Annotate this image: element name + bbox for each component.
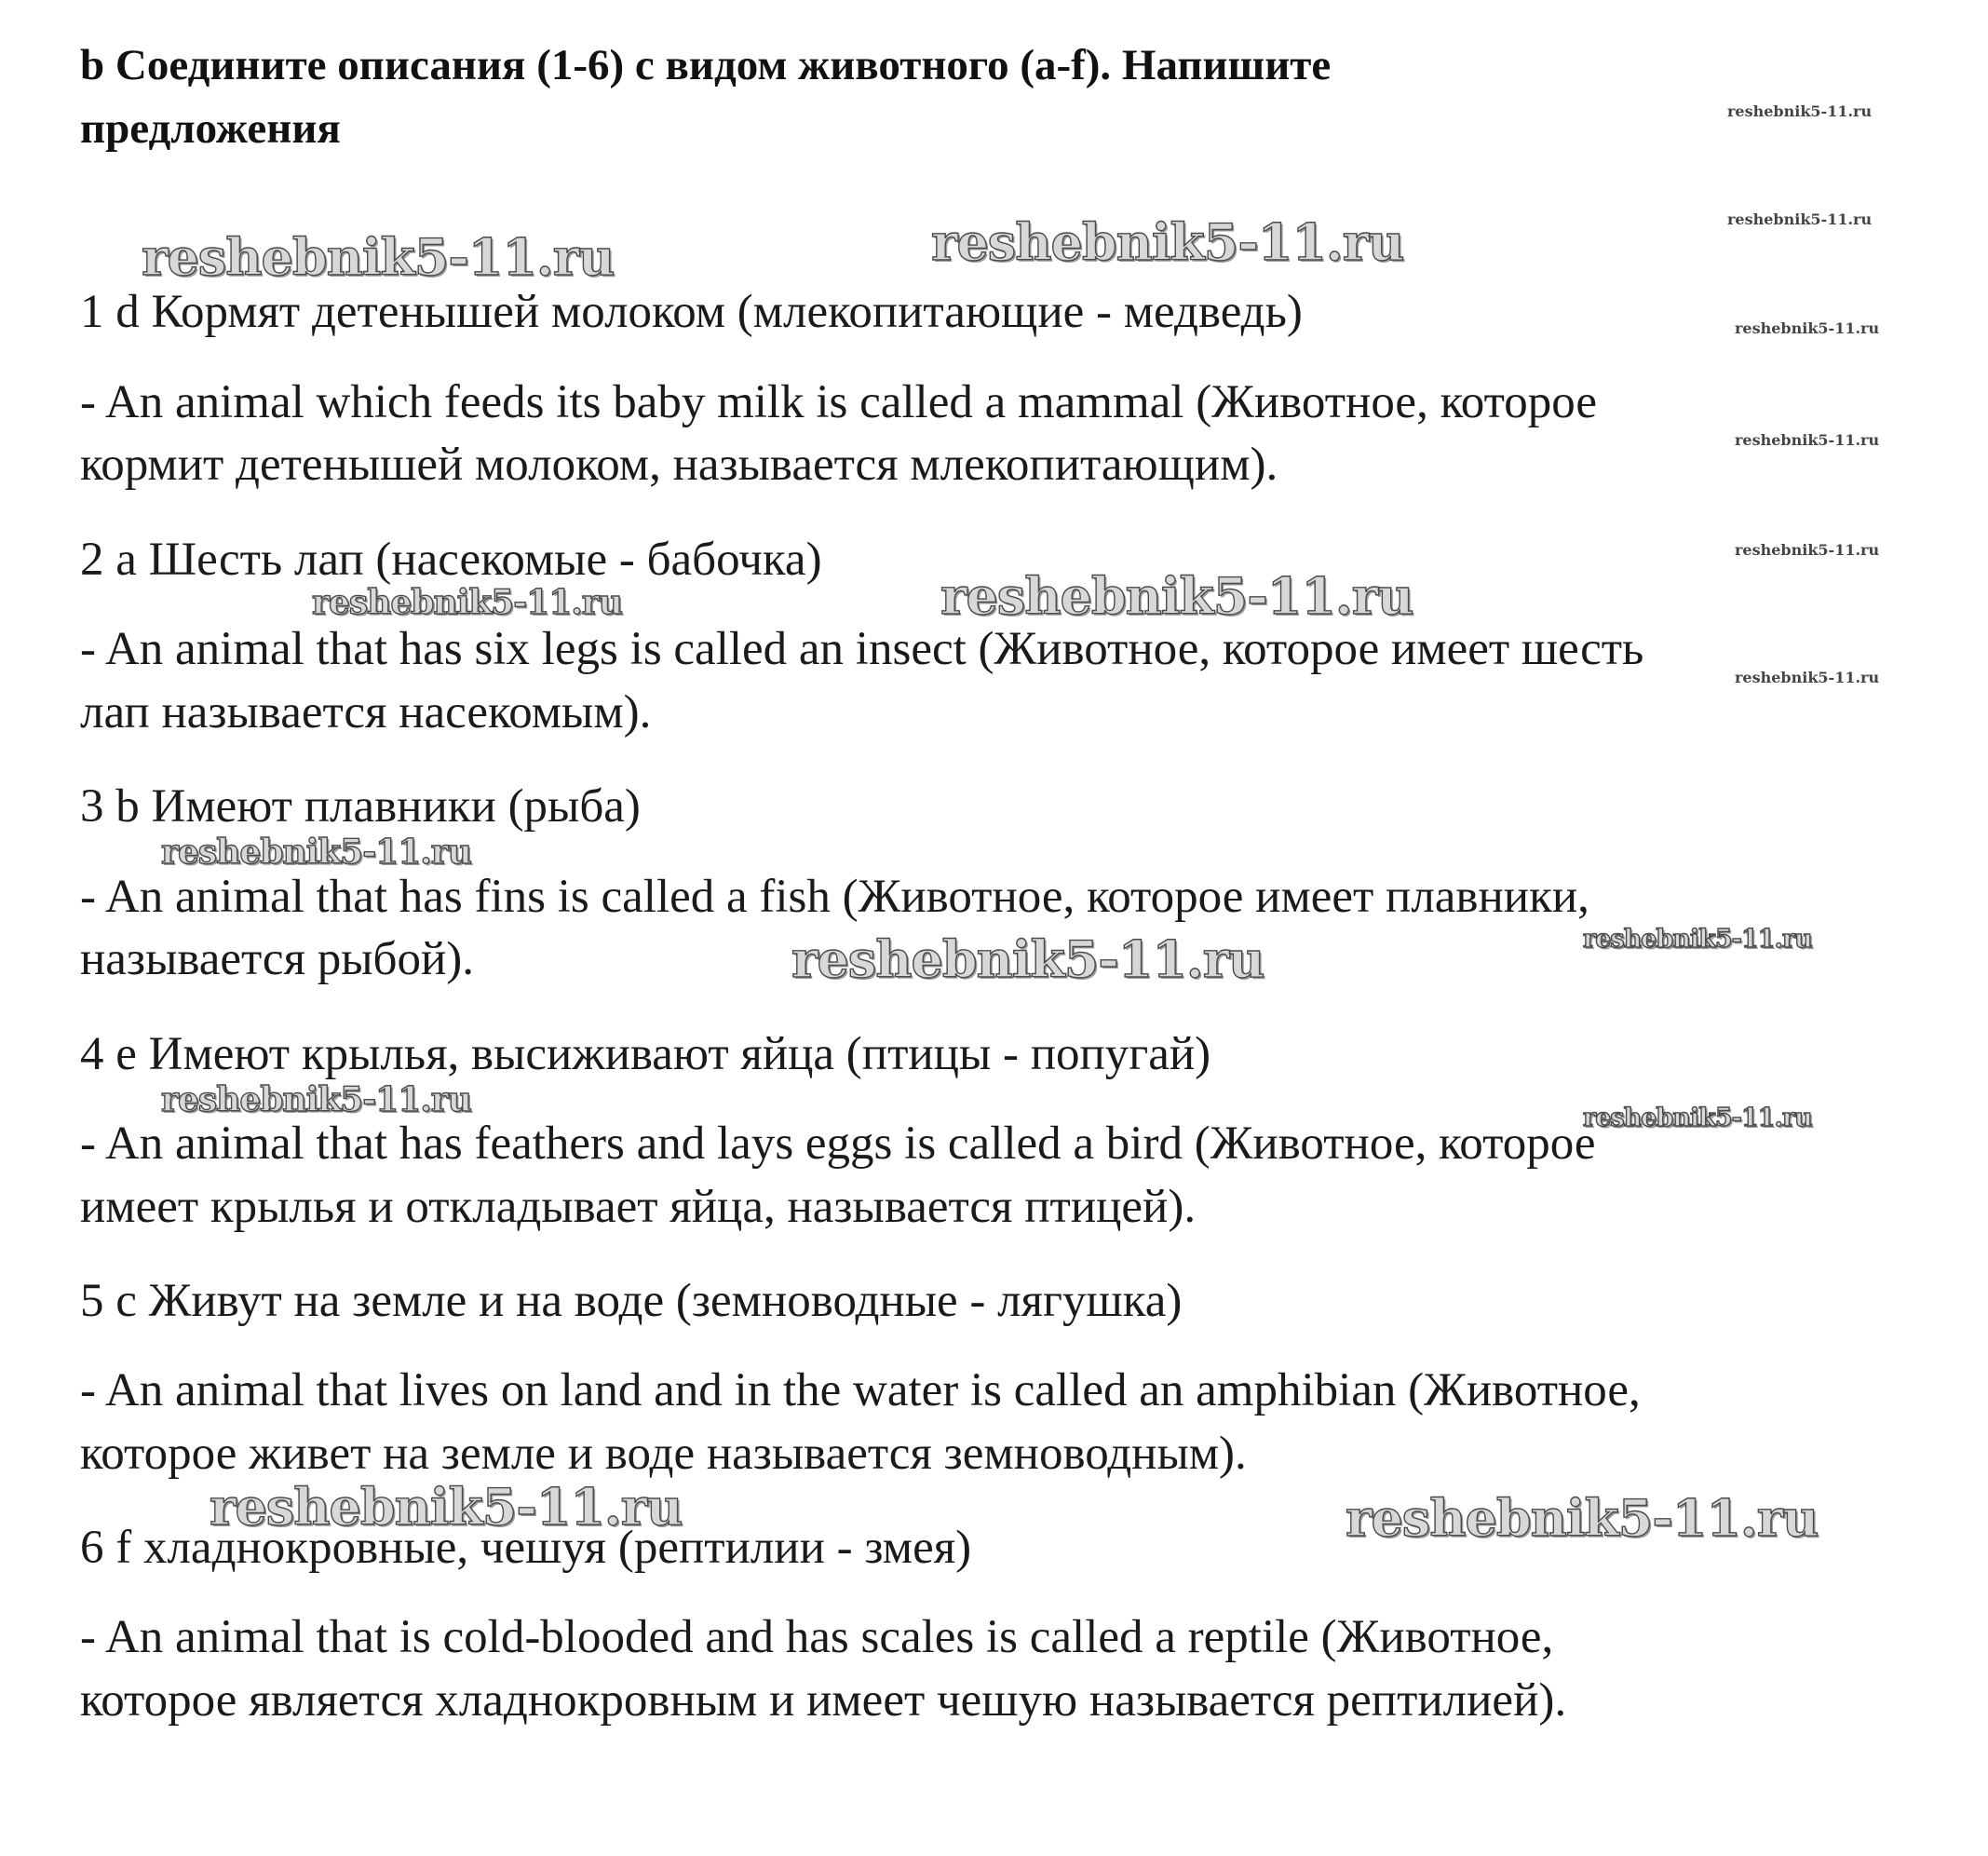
watermark-stamp-small: reshebnik5-11.ru [1735,431,1880,449]
item-2-answer-line-1: - An animal that has six legs is called an insect (Животное, которое имеет шесть [80,623,1644,675]
item-4-answer-line-2: имеет крылья и откладывает яйца, называется птицей). [80,1181,1197,1233]
item-5-heading: 5 c Живут на земле и на воде (земноводные - лягушка) [80,1275,1183,1327]
watermark-stamp-small: reshebnik5-11.ru [1735,319,1880,337]
watermark-stamp: reshebnik5-11.ru [1346,1488,1819,1548]
item-5-answer-line-1: - An animal that lives on land and in the water is called an amphibian (Животное, [80,1364,1641,1416]
task-title-line-2: предложения [80,104,341,153]
watermark-stamp-small: reshebnik5-11.ru [1727,210,1873,228]
watermark-stamp: reshebnik5-11.ru [161,833,471,872]
watermark-stamp-small: reshebnik5-11.ru [1735,541,1880,559]
item-3-heading: 3 b Имеют плавники (рыба) [80,780,641,833]
item-4-heading: 4 e Имеют крылья, высиживают яйца (птицы - попугай) [80,1028,1211,1080]
item-4-answer-line-1: - An animal that has feathers and lays eggs is called a bird (Животное, которое [80,1118,1596,1170]
watermark-stamp: reshebnik5-11.ru [791,929,1264,989]
watermark-stamp: reshebnik5-11.ru [312,583,622,622]
item-5-answer-line-2: которое живет на земле и воде называется земноводным). [80,1428,1247,1480]
watermark-stamp-small: reshebnik5-11.ru [1727,102,1873,120]
watermark-stamp: reshebnik5-11.ru [1583,925,1812,954]
item-2-answer-line-2: лап называется насекомым). [80,686,652,738]
item-6-answer-line-2: которое является хладнокровным и имеет чешую называется рептилией). [80,1674,1567,1727]
watermark-stamp-small: reshebnik5-11.ru [1735,669,1880,686]
item-1-answer-line-2: кормит детенышей молоком, называется млекопитающим). [80,439,1278,491]
watermark-stamp: reshebnik5-11.ru [210,1477,683,1537]
item-3-answer-line-1: - An animal that has fins is called a fish (Животное, которое имеет плавники, [80,871,1589,923]
item-2-heading: 2 a Шесть лап (насекомые - бабочка) [80,534,822,586]
item-3-answer-line-2: называется рыбой). [80,933,475,985]
item-1-heading: 1 d Кормят детенышей молоком (млекопитающие - медведь) [80,286,1303,338]
watermark-stamp: reshebnik5-11.ru [1583,1104,1812,1132]
watermark-stamp: reshebnik5-11.ru [931,212,1404,272]
watermark-stamp: reshebnik5-11.ru [940,566,1413,626]
task-title [80,34,1756,160]
watermark-stamp: reshebnik5-11.ru [142,227,615,287]
item-1-answer-line-1: - An animal which feeds its baby milk is called a mammal (Животное, которое [80,376,1597,428]
item-6-answer-line-1: - An animal that is cold-blooded and has scales is called a reptile (Животное, [80,1611,1554,1663]
watermark-stamp: reshebnik5-11.ru [161,1080,471,1119]
task-title-line-1: b Соедините описания (1-6) с видом животного (a-f). Напишите [80,41,1332,89]
item-6-heading: 6 f хладнокровные, чешуя (рептилии - змея) [80,1522,972,1574]
